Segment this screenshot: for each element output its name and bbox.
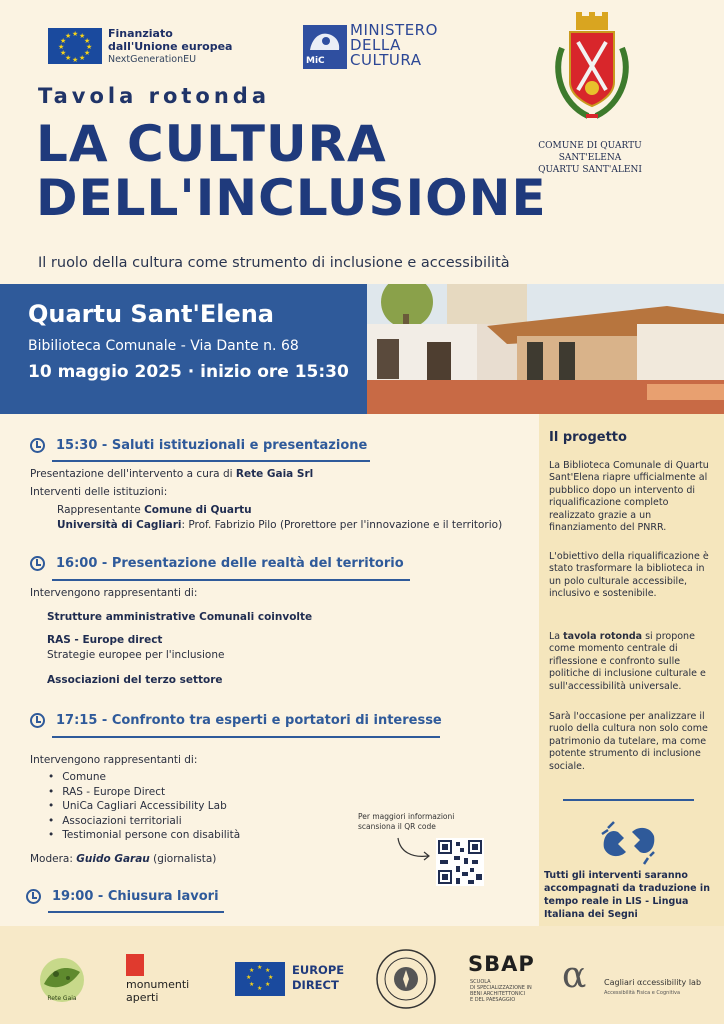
agenda-line: Strutture amministrative Comunali coinvolte: [47, 611, 313, 623]
rete-gaia-logo: [36, 954, 88, 1006]
svg-text:★: ★: [268, 974, 274, 981]
section-title-territory: 16:00 - Presentazione delle realtà del territorio: [56, 556, 404, 571]
europe-direct-flag-icon: [235, 962, 285, 996]
list-item: • Testimonial persone con disabilità: [48, 829, 240, 844]
event-date: 10 maggio 2025 · inizio ore 15:30: [28, 362, 349, 382]
accessibility-lab-alpha-icon: α: [562, 955, 587, 996]
agenda-line: Presentazione dell'intervento a cura di Rete Gaia Srl: [30, 468, 314, 480]
section-title-debate: 17:15 - Confronto tra esperti e portatori di interesse: [56, 713, 442, 728]
university-seal-logo: [375, 948, 437, 1010]
qr-label: Per maggiori informazioni scansiona il QR code: [358, 812, 455, 831]
sidebar-paragraph: Sarà l'occasione per analizzare il ruolo della cultura non solo come patrimonio da tutelare, ma come potente strumento di inclusione sociale.: [549, 711, 708, 772]
section-divider: [52, 579, 410, 581]
clock-icon: [30, 438, 45, 453]
section-title-welcome: 15:30 - Saluti istituzionali e presentazione: [56, 438, 368, 453]
svg-text:★: ★: [246, 974, 252, 981]
svg-text:★: ★: [249, 981, 255, 988]
clock-icon: [26, 889, 41, 904]
list-item: • UniCa Cagliari Accessibility Lab: [48, 800, 240, 815]
svg-text:★: ★: [257, 964, 263, 971]
svg-text:★: ★: [257, 985, 263, 992]
event-kicker: Tavola rotonda: [38, 84, 270, 108]
event-title: LA CULTURA DELL'INCLUSIONE: [36, 115, 547, 227]
list-item: • Comune: [48, 771, 240, 786]
sidebar-title: Il progetto: [549, 430, 627, 445]
section-divider: [52, 736, 440, 738]
partners-footer: [0, 926, 724, 1024]
accessibility-lab-logo: Cagliari αccessibility lab: [604, 978, 702, 987]
sidebar-divider: [563, 799, 694, 801]
mic-emblem-icon: [306, 28, 344, 54]
library-courtyard-photo: [367, 284, 724, 414]
agenda-line: Strategie europee per l'inclusione: [47, 649, 225, 661]
sidebar-paragraph: La tavola rotonda si propone come momento centrale di riflessione e confronto sulle politiche di inclusione culturale e sull'accessibilità universale.: [549, 631, 706, 692]
sbap-logo: SBAP: [468, 952, 535, 976]
monumenti-aperti-icon: [126, 954, 144, 976]
svg-text:★: ★: [265, 981, 271, 988]
quartu-crest-icon: [548, 12, 636, 132]
agenda-line: Interventi delle istituzioni:: [30, 486, 168, 498]
svg-text:★: ★: [249, 967, 255, 974]
section-divider: [52, 460, 370, 462]
qr-code[interactable]: [436, 838, 484, 886]
event-city: Quartu Sant'Elena: [28, 300, 274, 328]
mic-text: MINISTERO DELLA CULTURA: [350, 21, 438, 69]
clock-icon: [30, 713, 45, 728]
sidebar-paragraph: L'obiettivo della riqualificazione è stato trasformare la biblioteca in un polo culturale accessibile, inclusivo e sostenibile.: [549, 551, 709, 600]
participants-list: [48, 771, 240, 844]
sidebar-paragraph: La Biblioteca Comunale di Quartu Sant'Elena riapre ufficialmente al pubblico dopo un intervento di riqualificazione completo realizzato grazie a un finanziamento del PNRR.: [549, 460, 709, 534]
event-info-band: [0, 284, 367, 414]
event-place: Bibilioteca Comunale - Via Dante n. 68: [28, 338, 299, 354]
agenda-line: Associazioni del terzo settore: [47, 674, 223, 686]
europe-direct-logo: EUROPE DIRECT: [292, 963, 345, 992]
section-title-closing: 19:00 - Chiusura lavori: [52, 889, 219, 904]
eu-flag-logo: ★ ★ ★ ★ ★ ★ ★ ★ ★ ★ ★ ★: [48, 28, 102, 64]
agenda-line: Università di Cagliari: Prof. Fabrizio Pilo (Prorettore per l'innovazione e il territorio): [57, 519, 503, 531]
comune-name: COMUNE DI QUARTU SANT'ELENA QUARTU SANT'ALENI: [538, 141, 642, 175]
agenda-line: Intervengono rappresentanti di:: [30, 587, 198, 599]
clock-icon: [30, 556, 45, 571]
sign-language-icon: [598, 818, 660, 866]
eu-funding-text: Finanziato dall'Unione europea NextGenerationEU: [108, 27, 233, 65]
rete-gaia-label: Rete Gaia: [47, 995, 77, 1002]
event-subtitle: Il ruolo della cultura come strumento di inclusione e accessibilità: [38, 255, 510, 271]
section-divider: [48, 911, 224, 913]
mic-logo: MiC: [303, 25, 347, 69]
agenda-line: RAS - Europe direct: [47, 634, 163, 646]
lis-notice: Tutti gli interventi saranno accompagnati da traduzione in tempo reale in LIS - Lingua Italiana dei Segni: [544, 870, 710, 920]
svg-text:★: ★: [265, 967, 271, 974]
monumenti-aperti-logo: monumenti aperti: [126, 978, 190, 1004]
accessibility-lab-subtitle: Accessibilità Fisica e Cognitiva: [604, 990, 681, 996]
agenda-line: Intervengono rappresentanti di:: [30, 754, 198, 766]
sbap-subtitle: SCUOLA DI SPECIALIZZAZIONE IN BENI ARCHITETTONICI E DEL PAESAGGIO: [470, 979, 532, 1003]
agenda-line: Rappresentante Comune di Quartu: [57, 504, 252, 516]
list-item: • Associazioni territoriali: [48, 815, 240, 830]
curved-arrow-icon: [394, 836, 434, 862]
list-item: • RAS - Europe Direct: [48, 786, 240, 801]
moderator-line: Modera: Guido Garau (giornalista): [30, 853, 217, 865]
